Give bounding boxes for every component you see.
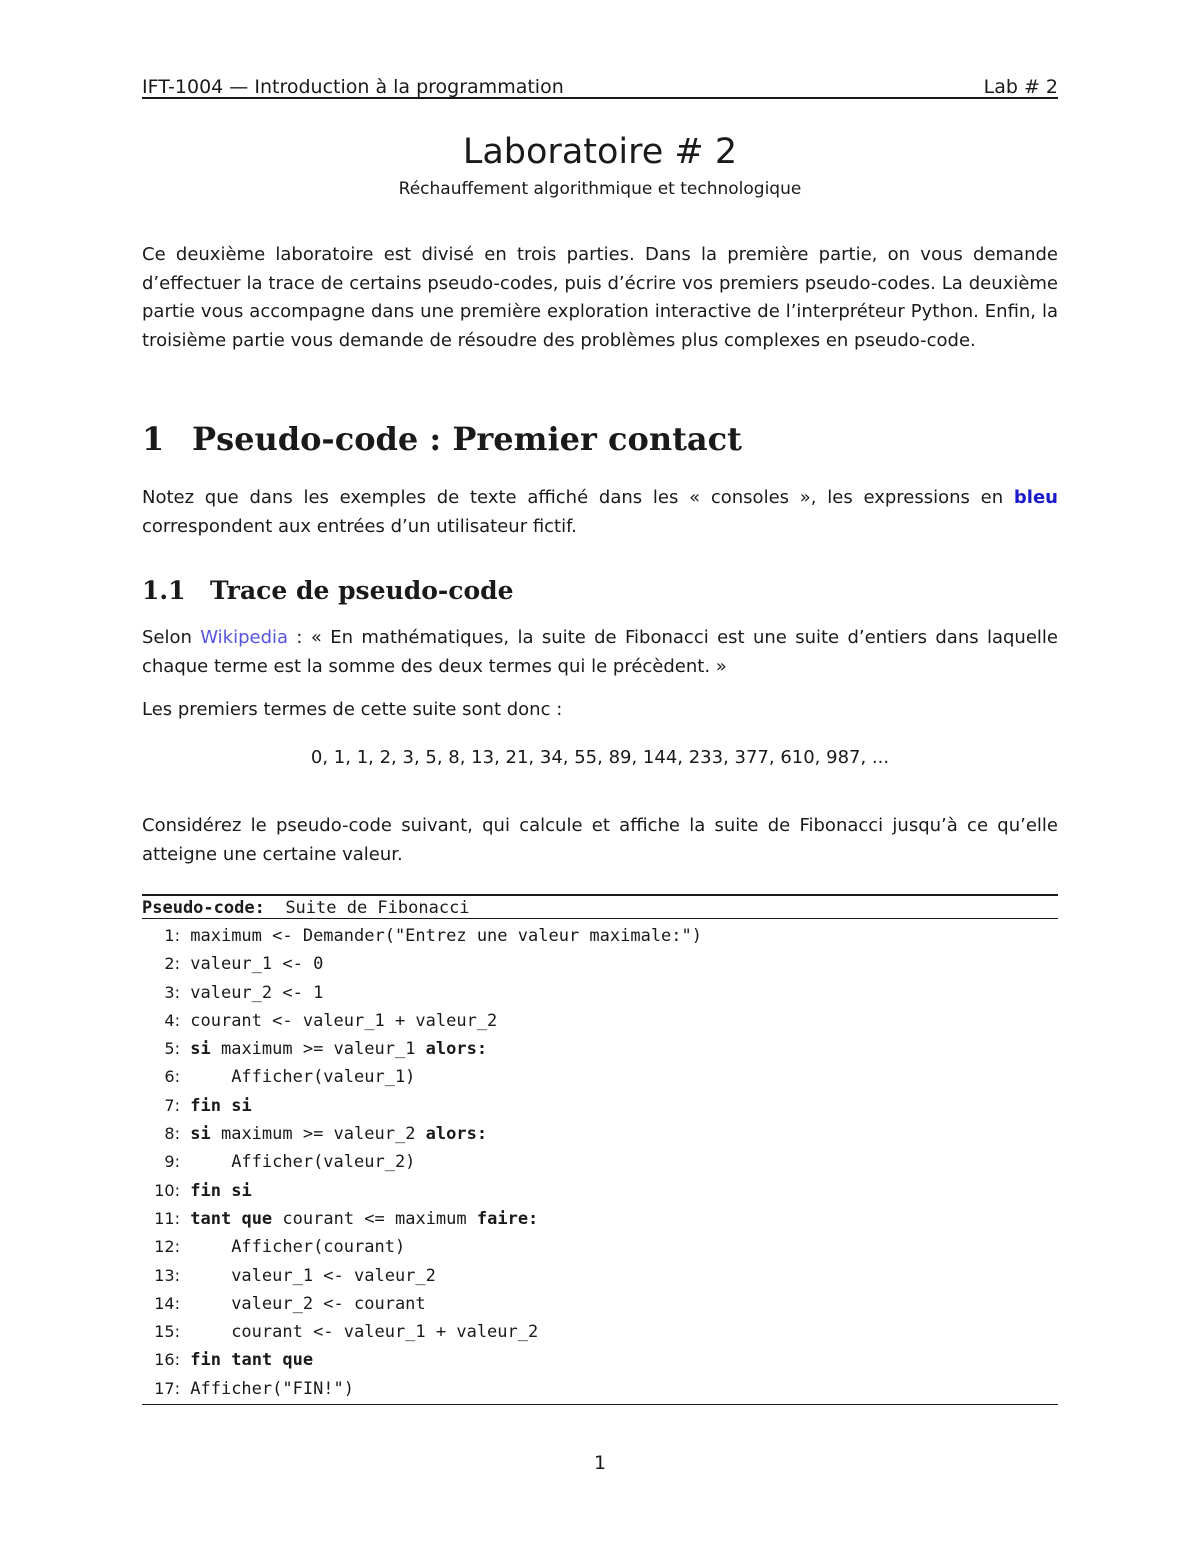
subsection-number: 1.1 [142,576,186,605]
line-number: 17: [154,1378,180,1398]
code-line [142,1148,1058,1176]
document-title: Laboratoire # 2 [462,132,738,172]
code-text: si maximum >= valeur_2 alors: [190,1124,488,1145]
wikipedia-quote-paragraph [142,624,1058,681]
quote-text-after: : « En mathématiques, la suite de Fibonacci est une suite d’entiers dans laquelle chaque terme est la somme des deux termes qui le précèdent. » [142,627,1058,677]
code-line [142,1233,1058,1261]
code-text: Afficher(valeur_1) [190,1067,416,1088]
code-line [142,1063,1058,1091]
line-number: 11: [154,1208,180,1228]
subsection-title: Trace de pseudo-code [210,576,514,605]
code-text: valeur_2 <- 1 [190,982,324,1003]
code-line [142,950,1058,978]
page-number: 1 [593,1452,607,1474]
header-rule [142,97,1058,99]
code-text: si maximum >= valeur_1 alors: [190,1039,488,1060]
lab-label: Lab # 2 [983,76,1058,98]
code-text: Afficher(courant) [190,1237,406,1258]
note-text-before: Notez que dans les exemples de texte affiché dans les « consoles », les expressions en [142,487,1014,508]
line-number: 16: [154,1350,180,1370]
code-line [142,922,1058,950]
algorithm-caption-rule [142,918,1058,919]
code-line [142,1318,1058,1346]
section-title: Pseudo-code : Premier contact [192,420,742,458]
line-number: 5: [164,1039,180,1059]
code-line [142,1035,1058,1063]
code-line [142,979,1058,1007]
first-terms-paragraph: Les premiers termes de cette suite sont donc : [142,699,563,720]
code-text: tant que courant <= maximum faire: [190,1208,539,1229]
algorithm-name: Suite de Fibonacci [285,898,470,918]
code-text: Afficher("FIN!") [190,1378,355,1399]
line-number: 1: [164,926,180,945]
line-number: 9: [164,1152,180,1172]
line-number: 2: [164,954,180,974]
code-text: courant <- valeur_1 + valeur_2 [190,1322,539,1343]
code-line [142,1120,1058,1148]
section-heading [142,420,742,458]
line-number: 15: [154,1322,180,1342]
code-line [142,1290,1058,1318]
note-text-after: correspondent aux entrées d’un utilisateur fictif. [142,515,577,537]
line-number: 12: [154,1237,180,1257]
code-text: fin tant que [190,1350,314,1371]
code-line [142,1205,1058,1233]
code-line [142,1092,1058,1120]
code-text: valeur_1 <- valeur_2 [190,1265,436,1286]
code-line [142,1346,1058,1374]
code-text: courant <- valeur_1 + valeur_2 [190,1010,498,1031]
consider-paragraph: Considérez le pseudo-code suivant, qui calcule et affiche la suite de Fibonacci jusqu’à ce qu’elle atteigne une certaine valeur. [142,815,1058,865]
line-number: 13: [154,1265,180,1285]
course-title: IFT-1004 — Introduction à la programmation [142,76,564,98]
code-line [142,1007,1058,1035]
algorithm-top-rule [142,894,1058,896]
running-header [142,68,1058,98]
document-subtitle: Réchauffement algorithmique et technologique [398,179,802,199]
line-number: 8: [164,1124,180,1144]
code-text: maximum <- Demander("Entrez une valeur maximale:") [190,926,702,946]
algorithm-bottom-rule [142,1404,1058,1405]
code-text: Afficher(valeur_2) [190,1152,416,1173]
code-text: fin si [190,1095,252,1116]
code-line [142,1177,1058,1205]
wikipedia-link[interactable]: Wikipedia [200,627,289,648]
code-text: fin si [190,1180,252,1201]
section-number: 1 [142,420,165,458]
line-number: 3: [164,982,180,1002]
console-note-paragraph [142,484,1058,541]
code-text: valeur_1 <- 0 [190,954,324,975]
line-number: 14: [154,1293,180,1313]
subsection-heading [142,576,514,605]
code-line [142,1262,1058,1290]
line-number: 4: [164,1010,180,1030]
code-text: valeur_2 <- courant [190,1293,426,1314]
code-line [142,1375,1058,1403]
line-number: 7: [164,1095,180,1115]
algorithm-caption [142,897,470,919]
line-number: 10: [154,1180,180,1200]
intro-paragraph: Ce deuxième laboratoire est divisé en trois parties. Dans la première partie, on vous demande d’effectuer la trace de certains pseudo-codes, puis d’écrire vos premiers pseudo-codes. La deuxième partie vous accompagne dans une première exploration interactive de l’interpréteur Python. Enfin, la troisième partie vous demande de résoudre des problèmes plus complexes en pseudo-code. [142,244,1058,351]
note-blue-word: bleu [1013,487,1058,508]
algorithm-body [142,922,1058,1403]
quote-text-before: Selon [142,627,201,648]
fibonacci-sequence: 0, 1, 1, 2, 3, 5, 8, 13, 21, 34, 55, 89, 144, 233, 377, 610, 987, ... [310,747,890,768]
algorithm-label: Pseudo-code: [142,898,265,918]
line-number: 6: [164,1067,180,1087]
